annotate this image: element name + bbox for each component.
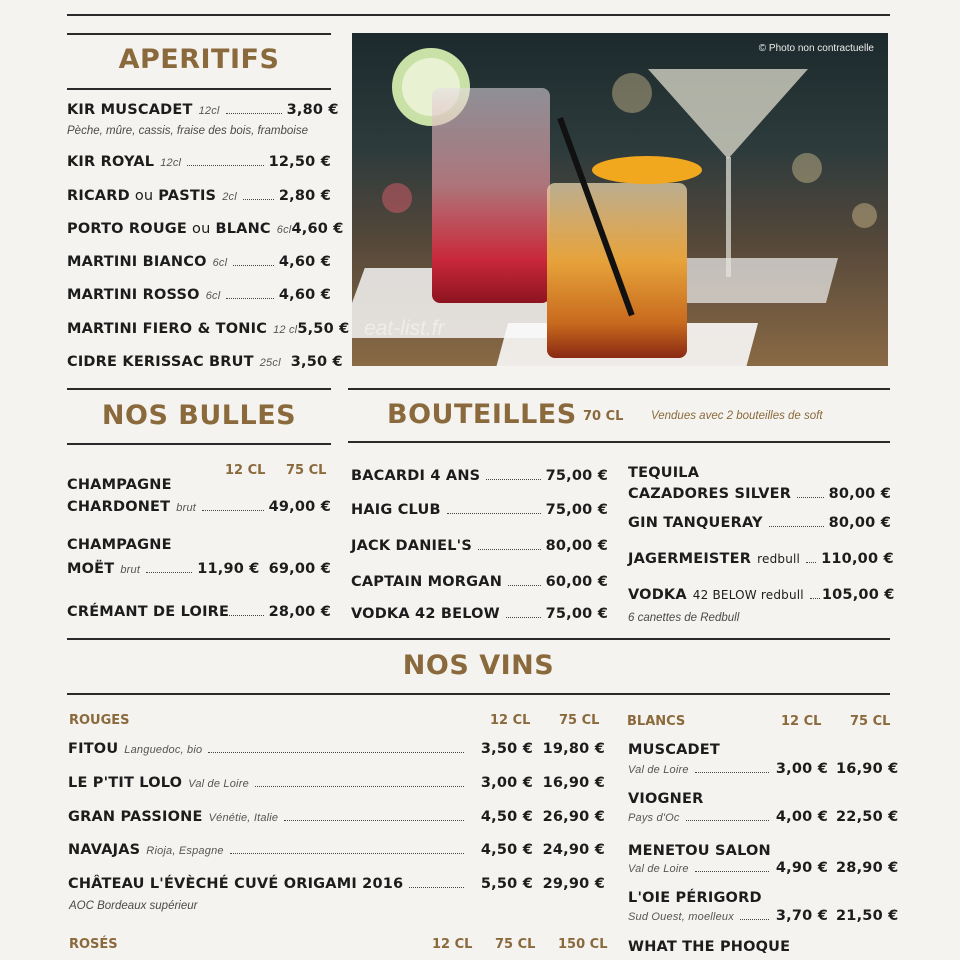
wine-name: GRAN PASSIONE xyxy=(68,809,203,825)
item-name: HAIG CLUB xyxy=(351,502,441,518)
bouteille-row xyxy=(351,502,608,518)
item-price: 75,00 € xyxy=(545,468,608,484)
item-name: CHARDONET xyxy=(67,499,171,515)
wine-origin: Vénétie, Italie xyxy=(208,812,279,824)
blanc-name: MUSCADET xyxy=(628,742,720,758)
leader-dots xyxy=(226,113,282,114)
leader-dots xyxy=(486,479,540,480)
bulles-row xyxy=(67,604,331,620)
rouges-col-75cl: 75 CL xyxy=(559,713,600,728)
item-name: JACK DANIEL'S xyxy=(351,538,472,554)
rouge-row xyxy=(68,775,605,791)
item-conj: ou xyxy=(134,188,154,204)
bouteilles-size: 70 CL xyxy=(583,409,624,424)
vins-rule-top xyxy=(67,638,890,640)
leader-dots xyxy=(686,820,769,821)
wine-price-75: 16,90 € xyxy=(836,761,899,777)
item-name: CRÉMANT DE LOIRE xyxy=(67,604,230,620)
aperitifs-title: APERITIFS xyxy=(118,44,280,75)
item-name: GIN TANQUERAY xyxy=(628,515,763,531)
blanc-row xyxy=(628,908,899,924)
wine-price-12: 4,90 € xyxy=(775,860,828,876)
wine-price-12: 3,00 € xyxy=(480,775,533,791)
aperitif-row xyxy=(67,354,343,370)
item-name: MOËT xyxy=(67,561,115,577)
blancs-label: BLANCS xyxy=(627,714,686,729)
item-price: 4,60 € xyxy=(278,254,331,270)
item-extra: redbull xyxy=(757,552,801,566)
item-price-75: 69,00 € xyxy=(268,561,331,577)
roses-col-75cl: 75 CL xyxy=(495,937,536,952)
wine-price-75: 29,90 € xyxy=(542,876,605,892)
item-name-alt: BLANC xyxy=(215,221,271,237)
leader-dots xyxy=(797,497,823,498)
wine-origin: Sud Ouest, moelleux xyxy=(628,911,734,923)
item-price: 5,50 € xyxy=(297,321,350,337)
watermark: eat-list.fr xyxy=(364,317,445,340)
blanc-row xyxy=(628,860,899,876)
bouteille-row xyxy=(628,551,894,567)
aperitifs-rule-top xyxy=(67,33,331,35)
bouteille-row xyxy=(628,515,891,531)
item-name: CAPTAIN MORGAN xyxy=(351,574,503,590)
item-price: 60,00 € xyxy=(545,574,608,590)
item-price: 3,80 € xyxy=(286,102,339,118)
bouteilles-note: Vendues avec 2 bouteilles de soft xyxy=(651,410,823,422)
wine-name: NAVAJAS xyxy=(68,842,141,858)
item-name: PORTO ROUGE xyxy=(67,221,188,237)
blancs-col-75cl: 75 CL xyxy=(850,714,891,729)
item-size: 12 cl xyxy=(273,324,298,336)
bouteille-row xyxy=(351,606,608,622)
item-name: VODKA 42 BELOW xyxy=(351,606,500,622)
item-price: 4,60 € xyxy=(291,221,344,237)
wine-price-12: 4,50 € xyxy=(480,809,533,825)
aperitif-row xyxy=(67,221,344,237)
wine-price-12: 3,00 € xyxy=(775,761,828,777)
rouge-row xyxy=(68,809,605,825)
rouges-label: ROUGES xyxy=(69,713,130,728)
wine-price-75: 28,90 € xyxy=(836,860,899,876)
leader-dots xyxy=(255,786,464,787)
blanc-row xyxy=(628,761,899,777)
bouteilles-rule-bottom xyxy=(348,441,890,443)
leader-dots xyxy=(506,617,541,618)
bulles-col-12cl: 12 CL xyxy=(225,463,266,478)
item-size: 12cl xyxy=(198,105,220,117)
bouteille-row xyxy=(628,486,891,502)
item-price: 4,60 € xyxy=(278,287,331,303)
leader-dots xyxy=(810,598,820,599)
aperitif-row xyxy=(67,321,350,337)
bulles-row xyxy=(67,561,331,577)
leader-dots xyxy=(233,265,274,266)
rouge-note: AOC Bordeaux supérieur xyxy=(69,900,198,912)
rouge-row xyxy=(68,741,605,757)
item-name-alt: PASTIS xyxy=(158,188,217,204)
item-price: 3,50 € xyxy=(290,354,343,370)
leader-dots xyxy=(409,887,464,888)
wine-origin: Rioja, Espagne xyxy=(146,845,224,857)
item-price: 80,00 € xyxy=(545,538,608,554)
bouteille-row xyxy=(351,468,608,484)
wine-price-12: 3,50 € xyxy=(480,741,533,757)
leader-dots xyxy=(508,585,541,586)
item-name: JAGERMEISTER xyxy=(628,551,752,567)
item-price-12: 11,90 € xyxy=(197,561,260,577)
bulles-rule-bottom xyxy=(67,443,331,445)
item-name: KIR MUSCADET xyxy=(67,102,193,118)
bouteille-row xyxy=(351,574,608,590)
leader-dots xyxy=(806,562,816,563)
wine-price-12: 3,70 € xyxy=(775,908,828,924)
aperitif-note: Pèche, mûre, cassis, fraise des bois, framboise xyxy=(67,125,308,137)
wine-origin: Val de Loire xyxy=(188,778,249,790)
item-price: 80,00 € xyxy=(828,486,891,502)
aperitif-row xyxy=(67,287,331,303)
martini-icon xyxy=(648,69,808,159)
bouteilles-rule-top xyxy=(348,388,890,390)
item-detail: brut xyxy=(120,564,141,576)
item-price: 110,00 € xyxy=(821,551,894,567)
item-name: VODKA xyxy=(628,587,687,603)
item-price-75: 28,00 € xyxy=(268,604,331,620)
vins-rule-bottom xyxy=(67,693,890,695)
bulles-row xyxy=(67,499,331,515)
blanc-name: VIOGNER xyxy=(628,791,704,807)
item-name: KIR ROYAL xyxy=(67,154,155,170)
blanc-name: WHAT THE PHOQUE xyxy=(628,939,791,955)
item-name: RICARD xyxy=(67,188,130,204)
aperitif-row xyxy=(67,254,331,270)
roses-col-150cl: 150 CL xyxy=(558,937,608,952)
wine-price-75: 19,80 € xyxy=(542,741,605,757)
item-name: BACARDI 4 ANS xyxy=(351,468,481,484)
item-price: 75,00 € xyxy=(545,502,608,518)
bulles-col-75cl: 75 CL xyxy=(286,463,327,478)
item-size: 6cl xyxy=(276,224,292,236)
leader-dots xyxy=(202,510,264,511)
bulles-line1: CHAMPAGNE xyxy=(67,537,172,553)
leader-dots xyxy=(740,919,769,920)
roses-label: ROSÉS xyxy=(69,937,118,952)
leader-dots xyxy=(695,772,769,773)
top-rule xyxy=(67,14,890,16)
leader-dots xyxy=(229,615,263,616)
item-size: 6cl xyxy=(212,257,228,269)
blancs-col-12cl: 12 CL xyxy=(781,714,822,729)
item-name: MARTINI ROSSO xyxy=(67,287,200,303)
wine-price-12: 5,50 € xyxy=(480,876,533,892)
wine-origin: Val de Loire xyxy=(628,764,689,776)
item-name: CAZADORES SILVER xyxy=(628,486,792,502)
leader-dots xyxy=(284,820,464,821)
wine-price-75: 24,90 € xyxy=(542,842,605,858)
bouteilles-title: BOUTEILLES xyxy=(387,399,577,430)
bulles-title: NOS BULLES xyxy=(101,400,297,431)
leader-dots xyxy=(230,853,464,854)
bouteille-line1: TEQUILA xyxy=(628,465,700,481)
wine-origin: Languedoc, bio xyxy=(124,744,203,756)
wine-price-12: 4,50 € xyxy=(480,842,533,858)
red-cocktail-icon xyxy=(432,88,550,303)
leader-dots xyxy=(243,199,274,200)
aperitif-row xyxy=(67,102,339,118)
item-price: 80,00 € xyxy=(828,515,891,531)
photo-caption: © Photo non contractuelle xyxy=(758,43,874,54)
bouteille-row xyxy=(628,587,895,603)
vins-title: NOS VINS xyxy=(402,650,555,681)
item-price: 12,50 € xyxy=(268,154,331,170)
leader-dots xyxy=(226,298,274,299)
leader-dots xyxy=(695,871,769,872)
cocktail-photo xyxy=(352,33,888,366)
wine-origin: Val de Loire xyxy=(628,863,689,875)
bulles-rule-top xyxy=(67,388,331,390)
item-size: 2cl xyxy=(222,191,237,203)
item-conj: ou xyxy=(192,221,211,237)
wine-origin: Pays d'Oc xyxy=(628,812,680,824)
wine-price-75: 16,90 € xyxy=(542,775,605,791)
wine-name: FITOU xyxy=(68,741,119,757)
leader-dots xyxy=(187,165,263,166)
item-detail: brut xyxy=(176,502,197,514)
item-name: MARTINI BIANCO xyxy=(67,254,207,270)
wine-name: LE P'TIT LOLO xyxy=(68,775,183,791)
roses-col-12cl: 12 CL xyxy=(432,937,473,952)
leader-dots xyxy=(208,752,464,753)
rouge-row xyxy=(68,876,605,892)
aperitifs-rule-bottom xyxy=(67,88,331,90)
wine-price-75: 21,50 € xyxy=(836,908,899,924)
leader-dots xyxy=(769,526,824,527)
item-price: 75,00 € xyxy=(545,606,608,622)
aperitif-row xyxy=(67,154,331,170)
leader-dots xyxy=(447,513,541,514)
bouteille-row xyxy=(351,538,608,554)
item-price-75: 49,00 € xyxy=(268,499,331,515)
item-name: MARTINI FIERO & TONIC xyxy=(67,321,268,337)
rouge-row xyxy=(68,842,605,858)
blanc-name: MENETOU SALON xyxy=(628,843,771,859)
item-price: 2,80 € xyxy=(278,188,331,204)
wine-price-12: 4,00 € xyxy=(775,809,828,825)
item-name: CIDRE KERISSAC BRUT xyxy=(67,354,254,370)
item-size: 6cl xyxy=(205,290,221,302)
bouteille-note: 6 canettes de Redbull xyxy=(628,612,740,624)
leader-dots xyxy=(478,549,541,550)
item-size: 12cl xyxy=(160,157,182,169)
leader-dots xyxy=(146,572,192,573)
item-size: 25cl xyxy=(259,357,281,369)
item-price: 105,00 € xyxy=(821,587,895,603)
bulles-line1: CHAMPAGNE xyxy=(67,477,172,493)
blanc-row xyxy=(628,809,899,825)
rouges-col-12cl: 12 CL xyxy=(490,713,531,728)
blanc-name: L'OIE PÉRIGORD xyxy=(628,890,762,906)
aperitif-row xyxy=(67,188,331,204)
item-extra: 42 BELOW redbull xyxy=(692,588,804,602)
wine-name: CHÂTEAU L'ÉVÈCHÉ CUVÉ ORIGAMI 2016 xyxy=(68,876,404,892)
wine-price-75: 26,90 € xyxy=(542,809,605,825)
wine-price-75: 22,50 € xyxy=(836,809,899,825)
